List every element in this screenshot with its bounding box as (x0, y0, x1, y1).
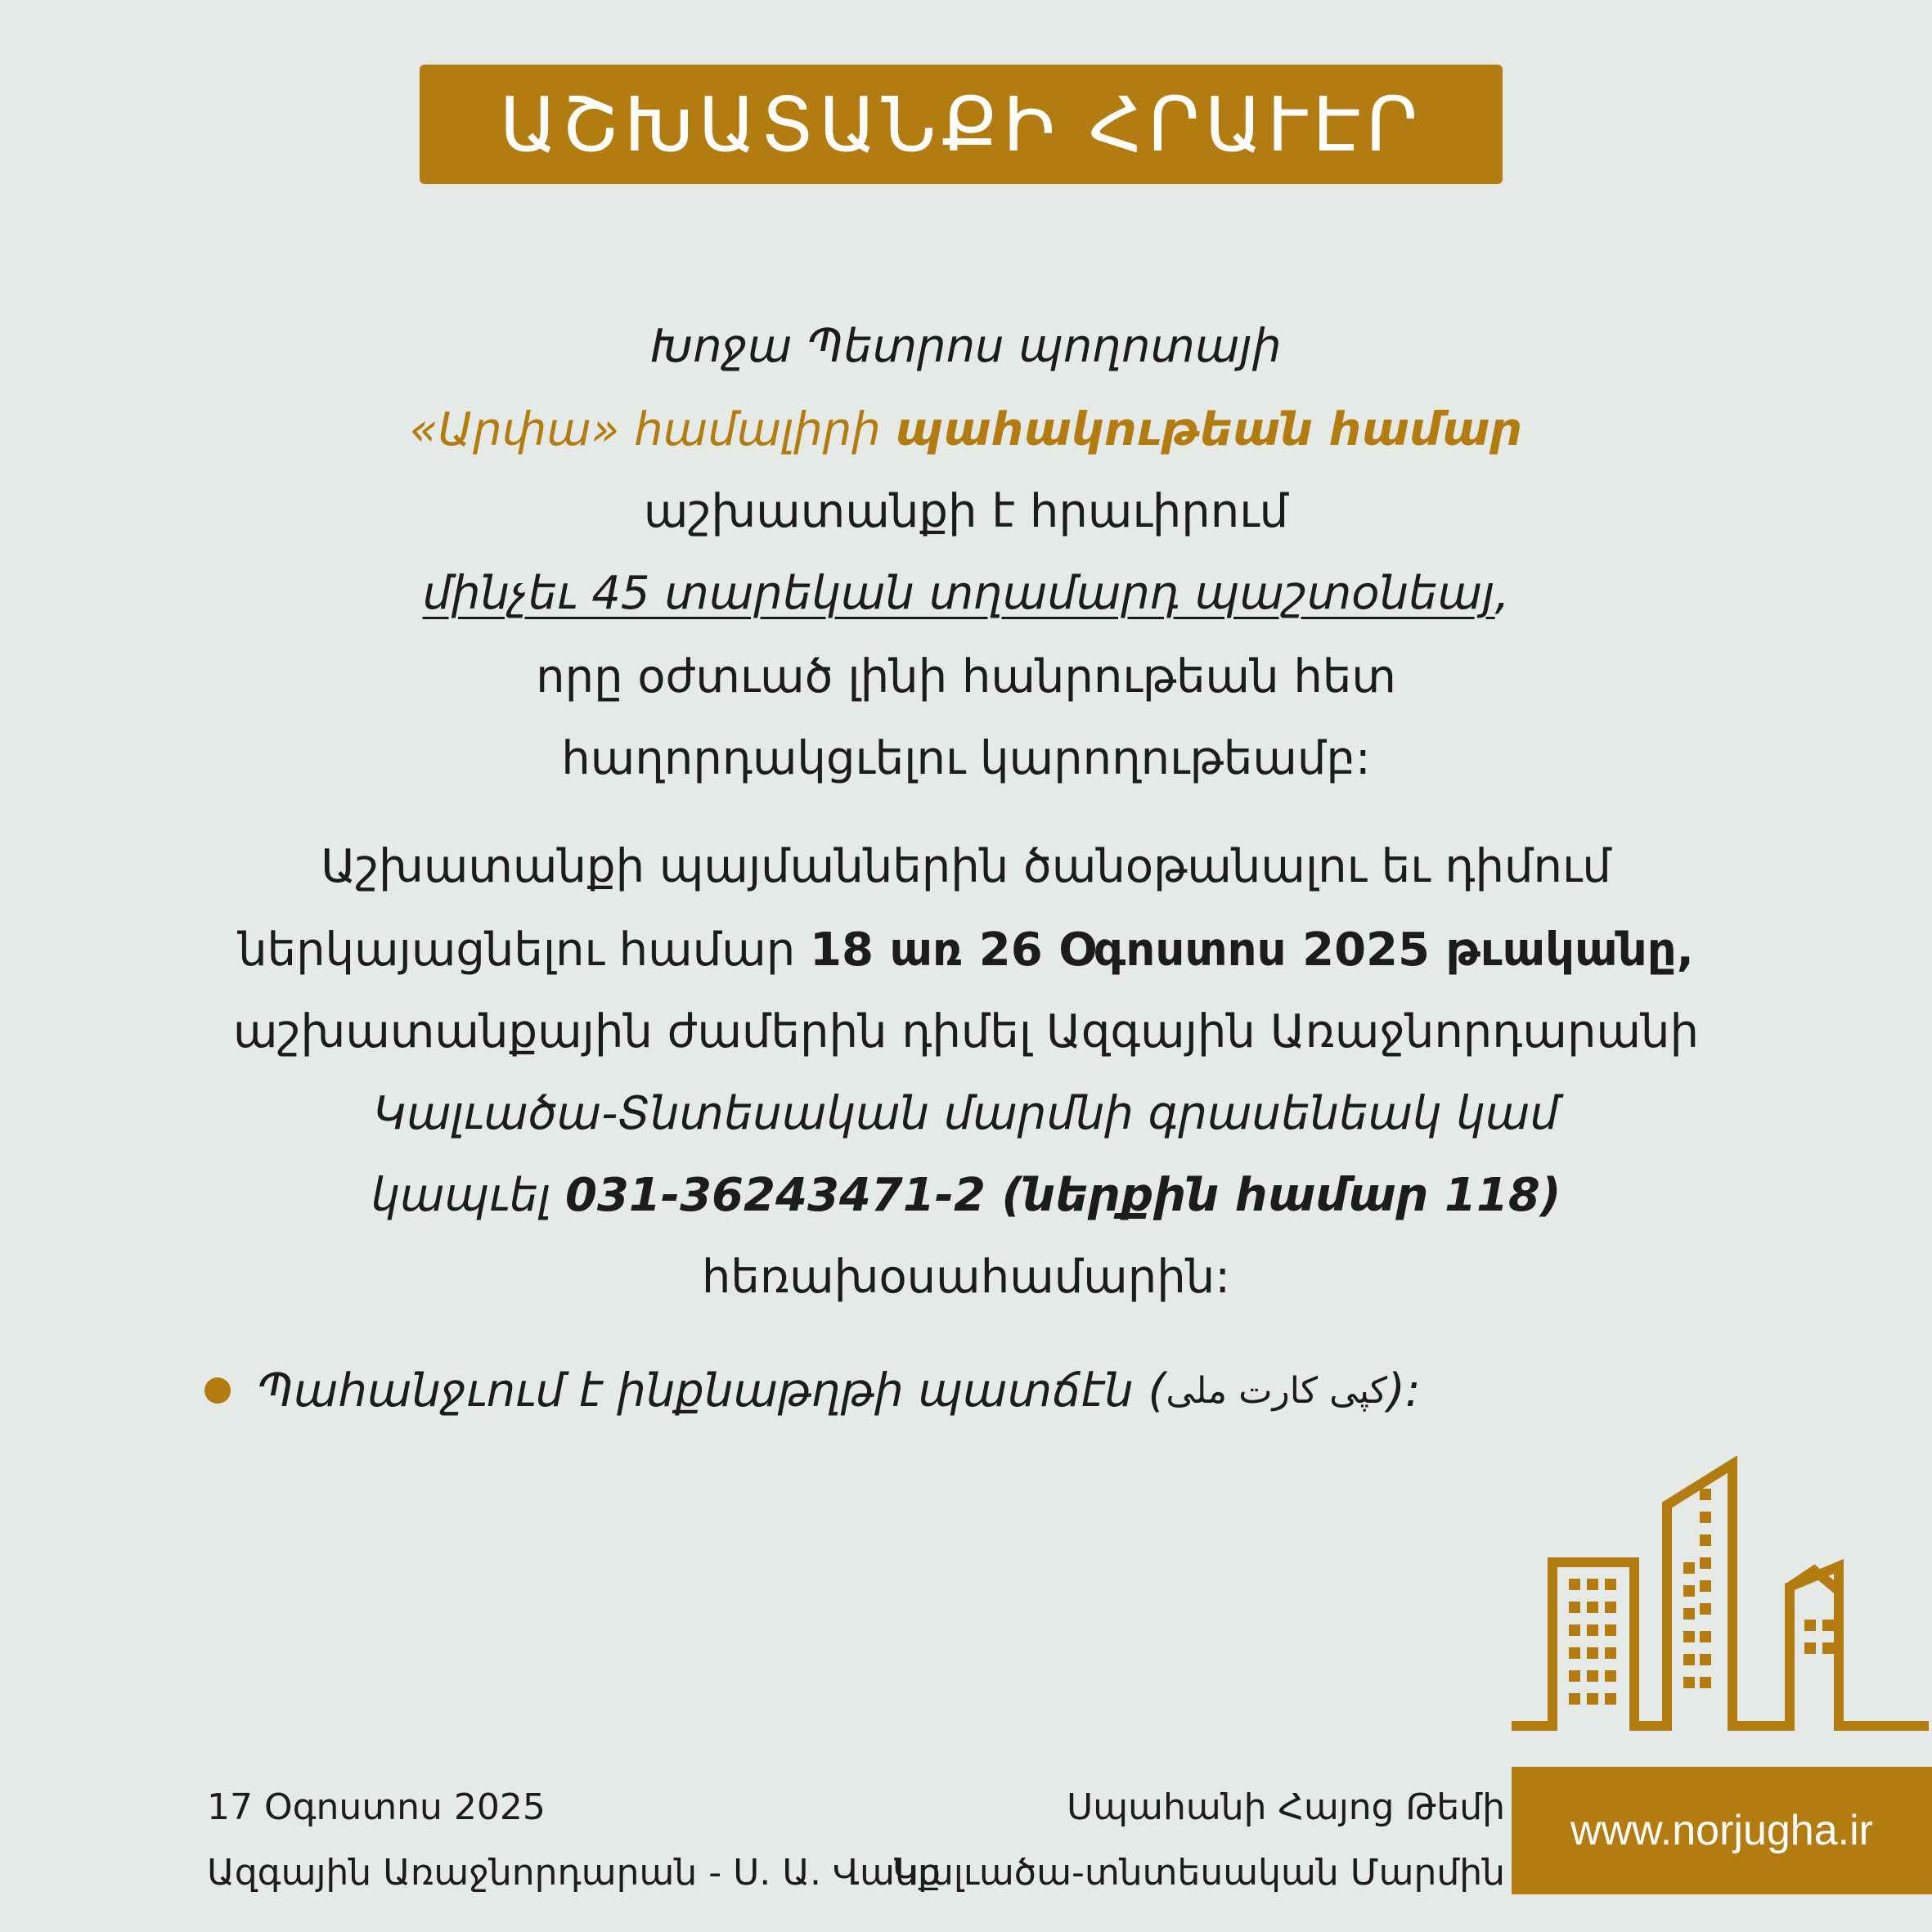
job-requirement: մինչեւ 45 տարեկան տղամարդ պաշտօնեայ (422, 567, 1495, 620)
issuing-office: Ազգային Առաջնորդարան - Ս. Ա. Վանք (207, 1852, 941, 1894)
website-box (1512, 1767, 1932, 1894)
requirement-bullet (204, 1358, 1421, 1423)
body-line-8 (0, 921, 1932, 980)
persian-text: کپی کارت ملی (1166, 1369, 1388, 1412)
title-banner (420, 65, 1503, 184)
complex-name: «Արփա» համալիրի (409, 403, 896, 456)
bullet-text: Պահանջւում է ինքնաթղթի պատճէն ( (257, 1364, 1166, 1418)
bullet-dot-icon (204, 1377, 231, 1404)
website-link[interactable]: www.norjugha.ir (1570, 1807, 1873, 1854)
call-text: կապւել (371, 1169, 565, 1222)
body-line-3: աշխատանքի է հրաւիրում (643, 485, 1289, 538)
phone-number: 031-36243471-2 (ներքին համար 118) (564, 1169, 1561, 1222)
submission-dates: 18 առ 26 Օգոստոս 2025 թւականը, (810, 923, 1694, 977)
property-department: Կալւածա-տնտեսական Մարմին (892, 1852, 1505, 1894)
body-line-12: հեռախօսահամարին: (701, 1251, 1231, 1304)
diocese-name: Սպահանի Հայոց Թեմի (1067, 1786, 1505, 1828)
body-line-9: աշխատանքային ժամերին դիմել Ազգային Առաջնորդարանի (232, 1005, 1700, 1058)
body-line-4 (0, 564, 1932, 623)
page-title: ԱՇԽԱՏԱՆՔԻ ՀՐԱՒԷՐ (499, 80, 1423, 168)
footer-left (207, 1775, 941, 1906)
footer-right (892, 1775, 1505, 1906)
body-line-11 (0, 1166, 1932, 1225)
buildings-icon (1512, 1456, 1932, 1739)
body-line-10: Կալւածա-Տնտեսական մարմնի գրասենեակ կամ (373, 1087, 1559, 1140)
submission-text: ներկայացնելու համար (238, 923, 811, 977)
body-line-7: Աշխատանքի պայմաններին ծանօթանալու եւ դիմում (321, 840, 1611, 893)
body-line-2 (0, 401, 1932, 460)
guard-position: պահակութեան համար (895, 403, 1523, 456)
bullet-close: ): (1387, 1364, 1421, 1418)
body-line-1: Խոջա Պետրոս պողոտայի (650, 320, 1282, 373)
announcement-date: 17 Օգոստոս 2025 (207, 1786, 546, 1828)
body-line-6: հաղորդակցւելու կարողութեամբ: (561, 732, 1371, 785)
body-line-5: որը օժտւած լինի հանրութեան հետ (536, 650, 1396, 703)
comma: , (1494, 567, 1510, 620)
